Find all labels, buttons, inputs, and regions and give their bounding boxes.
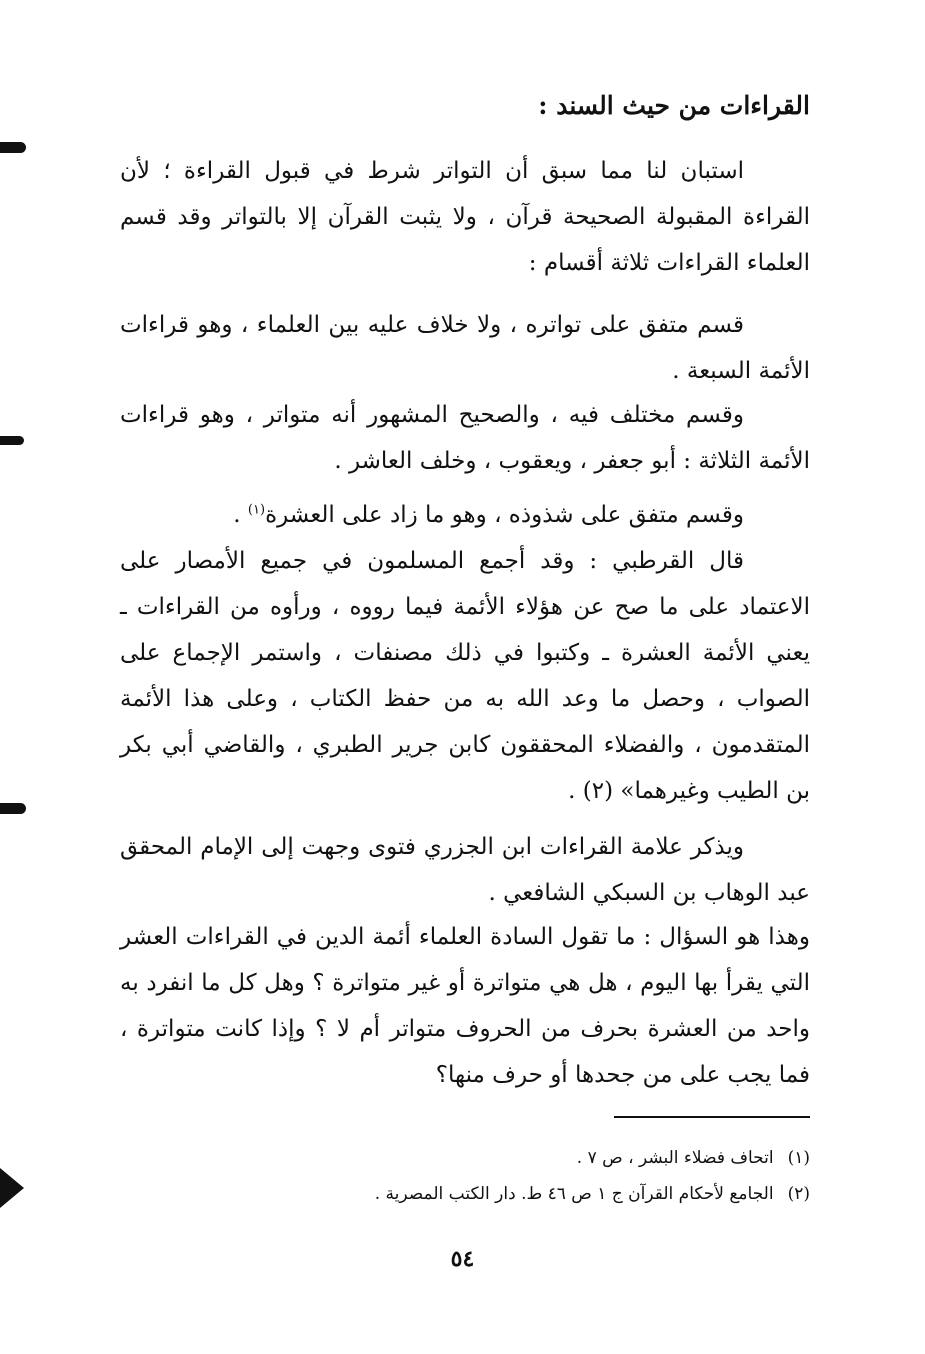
footnote-text: الجامع لأحكام القرآن ج ١ ص ٤٦ ط. دار الكتب المصرية . <box>374 1184 774 1204</box>
footnote-item <box>120 1140 810 1176</box>
footnote-number: (١) <box>787 1148 810 1168</box>
paragraph-qurtubi-quote <box>120 538 810 814</box>
scan-edge-mark <box>0 436 24 445</box>
footnote-ref-2[interactable]: (٢) <box>582 778 621 804</box>
paragraph-text: وقسم متفق على شذوذه ، وهو ما زاد على العشرة <box>265 502 744 528</box>
footnote-text: اتحاف فضلاء البشر ، ص ٧ . <box>576 1148 774 1168</box>
paragraph-ibn-jazari: ويذكر علامة القراءات ابن الجزري فتوى وجهت إلى الإمام المحقق عبد الوهاب بن السبكي الشافعي . <box>120 834 810 906</box>
paragraph-end: . <box>568 778 583 804</box>
paragraph-intro: استبان لنا مما سبق أن التواتر شرط في قبول القراءة ؛ لأن القراءة المقبولة الصحيحة قرآن ، ولا يثبت القرآن إلا بالتواتر وقد قسم العلماء القراءات ثلاثة أقسام : <box>120 158 810 276</box>
footnote-ref-1[interactable]: (١) <box>247 502 266 518</box>
paragraph-third-category <box>120 492 810 538</box>
footnote-number: (٢) <box>787 1184 810 1204</box>
page-number: ٥٤ <box>450 1246 475 1272</box>
footnote-divider <box>614 1116 810 1118</box>
section-heading: القراءات من حيث السند : <box>538 91 810 120</box>
paragraph-end: . <box>233 502 248 528</box>
footnotes <box>120 1140 810 1212</box>
footnote-item <box>120 1176 810 1212</box>
scan-edge-arrow <box>0 1168 24 1208</box>
scan-edge-mark <box>0 142 26 153</box>
paragraph-second-category: وقسم مختلف فيه ، والصحيح المشهور أنه متواتر ، وهو قراءات الأئمة الثلاثة : أبو جعفر ، ويعقوب ، وخلف العاشر . <box>120 402 810 474</box>
paragraph-first-category: قسم متفق على تواتره ، ولا خلاف عليه بين العلماء ، وهو قراءات الأئمة السبعة . <box>120 312 810 384</box>
paragraph-question: وهذا هو السؤال : ما تقول السادة العلماء أئمة الدين في القراءات العشر التي يقرأ بها اليوم ، هل هي متواترة أو غير متواترة ؟ وهل كل ما انفرد به واحد من العشرة بحرف من الحروف متواتر أم لا ؟ وإذا كانت متواترة ، فما يجب على من جحدها أو حرف منها؟ <box>120 924 810 1088</box>
scan-edge-mark <box>0 803 26 814</box>
paragraph-text: قال القرطبي : وقد أجمع المسلمون في جميع الأمصار على الاعتماد على ما صح عن هؤلاء الأئمة فيما رووه ، ورأوه من القراءات ـ يعني الأئمة العشرة ـ وكتبوا في ذلك مصنفات ، واستمر الإجماع على الصواب ، وحصل ما وعد الله به من حفظ الكتاب ، وعلى هذا الأئمة المتقدمون ، والفضلاء المحققون كابن جرير الطبري ، والقاضي أبي بكر بن الطيب وغيرهما» <box>120 548 810 804</box>
